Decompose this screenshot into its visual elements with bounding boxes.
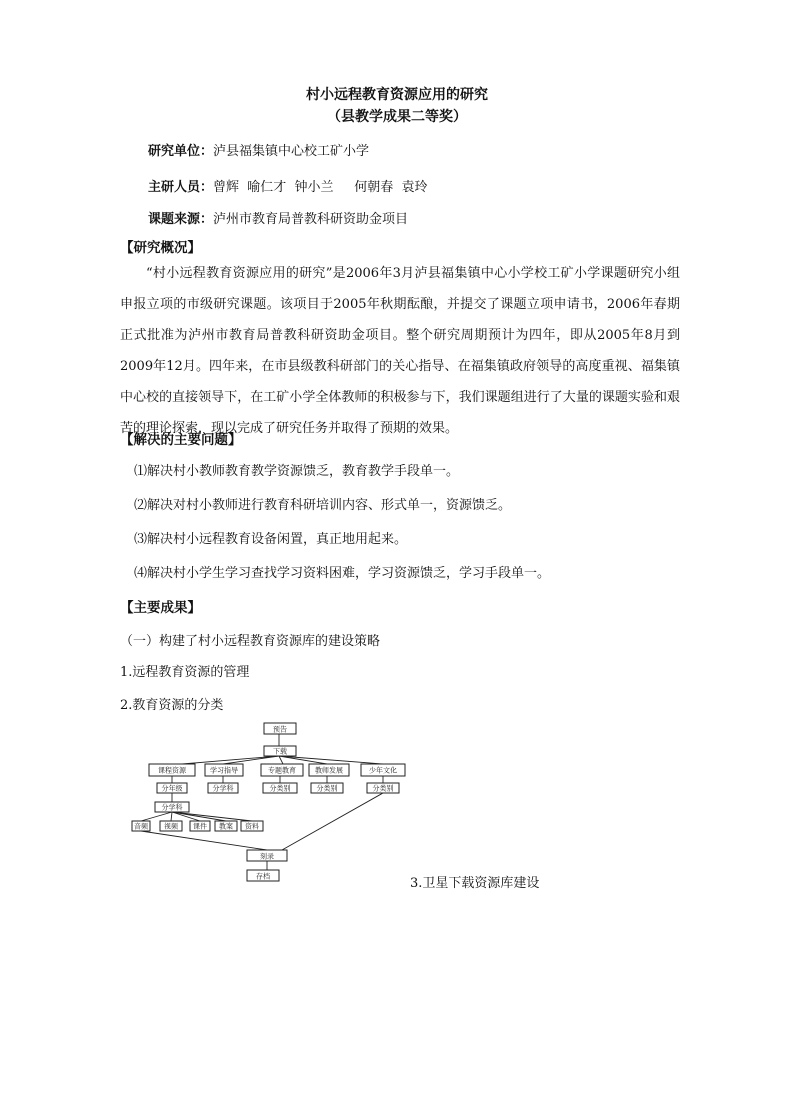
resource-classification-diagram	[127, 718, 417, 888]
diagram-node-archive: 存档	[256, 872, 270, 881]
diagram-node-subgroup: 分类别	[269, 784, 291, 793]
meta-value: 泸县福集镇中心校工矿小学	[213, 144, 370, 159]
results-heading: 【主要成果】	[120, 600, 201, 616]
meta-research-unit	[148, 140, 369, 159]
diagram-node-subject: 分学科	[161, 803, 183, 812]
problem-item: ⑶解决村小远程教育设备闲置，真正地用起来。	[134, 532, 408, 547]
meta-source	[148, 208, 408, 227]
meta-value: 曾辉 喻仁才 钟小兰 何朝春 袁玲	[213, 180, 428, 195]
overview-paragraph: “村小远程教育资源应用的研究”是2006年3月泸县福集镇中心小学校工矿小学课题研究小组申报立项的市级研究课题。该项目于2005年秋期酝酿，并提交了课题立项申请书，2006年春期正式批准为泸州市教育局普教科研资助金项目。整个研究周期预计为四年，即从2005年8月到2009年12月。四年来，在市县级教科研部门的关心指导、在福集镇政府领导的高度重视、福集镇中心校的直接领导下，在工矿小学全体教师的积极参与下，我们课题组进行了大量的课题实验和艰苦的理论探索，现以完成了研究任务并取得了预期的效果。	[120, 266, 680, 436]
diagram-node-type: 课件	[193, 822, 207, 831]
diagram-node-category: 教师发展	[315, 766, 343, 775]
diagram-node-type: 音频	[134, 822, 148, 831]
diagram-node-type: 资料	[245, 822, 259, 831]
diagram-node-subgroup: 分类别	[316, 784, 338, 793]
diagram-node-category: 少年文化	[369, 766, 397, 775]
diagram-node-type: 视频	[164, 822, 178, 831]
document-title: 村小远程教育资源应用的研究	[306, 87, 488, 103]
results-item: （一）构建了村小远程教育资源库的建设策略	[120, 634, 381, 649]
problems-heading: 【解决的主要问题】	[120, 432, 242, 448]
diagram-node-subgroup: 分类别	[372, 784, 394, 793]
diagram-node-download: 下载	[273, 747, 287, 756]
diagram-node-category: 专题教育	[268, 766, 296, 775]
document-subtitle: （县教学成果二等奖）	[327, 109, 467, 125]
satellite-heading: 3.卫星下载资源库建设	[410, 876, 540, 891]
problem-item: ⑷解决村小学生学习查找学习资料困难，学习资源馈乏，学习手段单一。	[134, 566, 551, 581]
results-item: 2.教育资源的分类	[120, 698, 224, 713]
diagram-node-category: 学习指导	[210, 766, 238, 775]
overview-heading: 【研究概况】	[120, 240, 201, 256]
meta-label: 研究单位：	[148, 144, 214, 159]
problem-item: ⑵解决对村小教师进行教育科研培训内容、形式单一，资源馈乏。	[134, 498, 512, 513]
diagram-node-burn: 刻录	[260, 852, 274, 861]
diagram-node-forecast: 预告	[273, 725, 287, 734]
problem-item: ⑴解决村小教师教育教学资源馈乏，教育教学手段单一。	[134, 464, 460, 479]
meta-value: 泸州市教育局普教科研资助金项目	[213, 212, 409, 227]
results-item: 1.远程教育资源的管理	[120, 665, 250, 680]
diagram-node-subgroup: 分学科	[212, 784, 234, 793]
diagram-node-category: 课程资源	[158, 766, 186, 775]
meta-label: 课题来源：	[148, 212, 214, 227]
diagram-node-subgroup: 分年级	[161, 784, 183, 793]
meta-researchers	[148, 176, 427, 195]
meta-label: 主研人员：	[148, 180, 214, 195]
diagram-node-type: 教案	[219, 822, 233, 831]
